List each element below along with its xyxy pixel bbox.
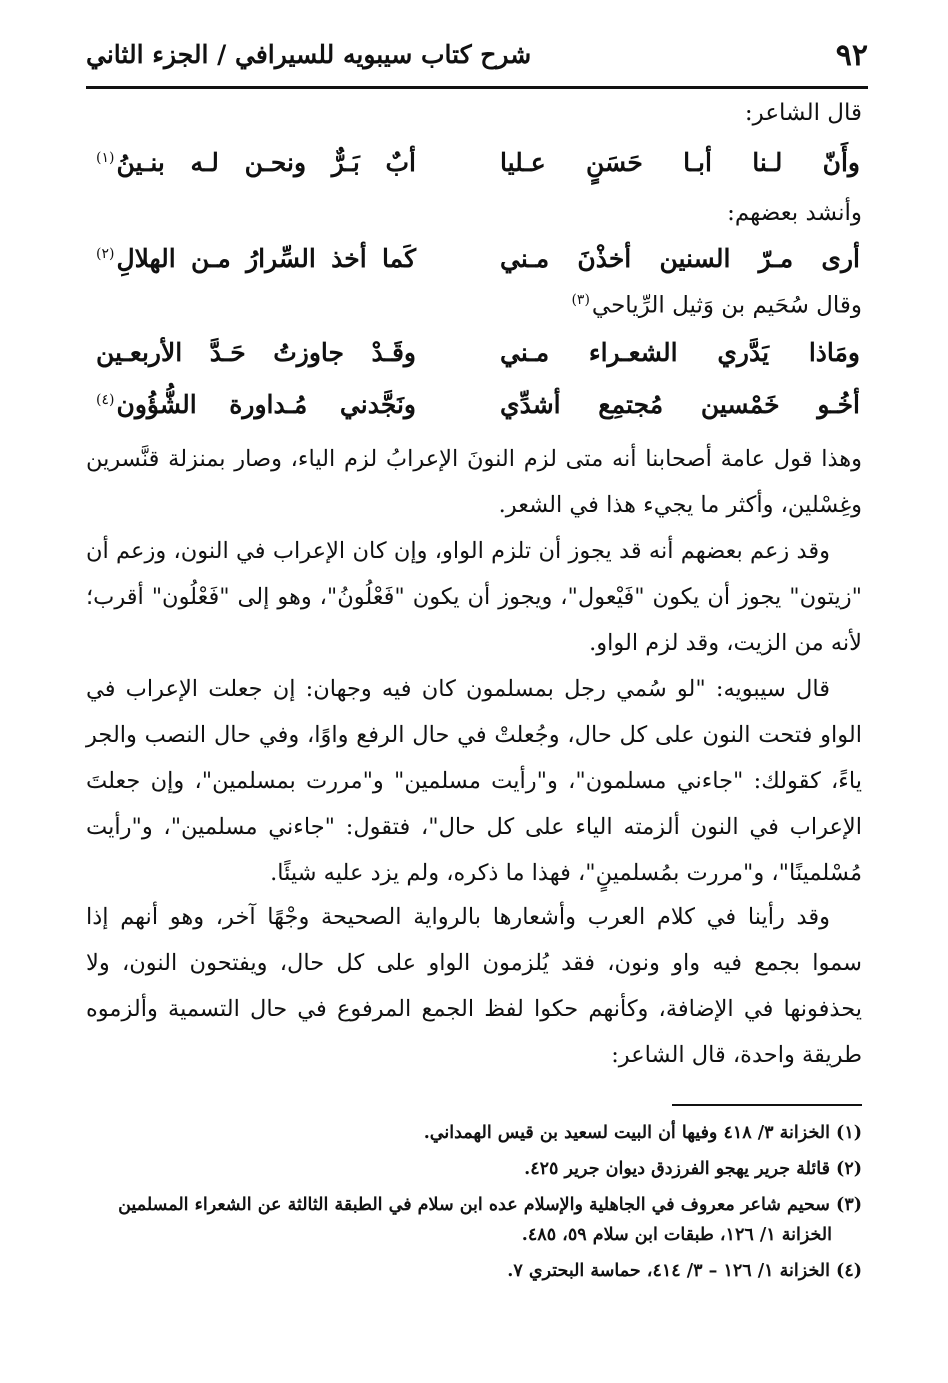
paragraph-4: وقد رأينا في كلام العرب وأشعارها بالرواية الصحيحة وجْهًا آخر، وهو أنهم إذا سموا بجمع فيه واو ونون، فقد يُلزمون الواو على كل حال، ويفتحون النون، ولا يحذفونها في الإضافة، وكأنهم حكوا لفظ الجمع المرفوع في حال التسمية وألزموه طريقة واحدة، قال الشاعر:	[86, 904, 863, 1068]
verse-line-2	[88, 244, 860, 290]
footnote-4: (٤) الخزانة ١/ ١٢٦ – ٣/ ٤١٤، حماسة البحتري ٧.	[507, 1261, 862, 1281]
footnote-ref-3: (٣)	[571, 292, 590, 308]
verse-line-3	[88, 338, 860, 384]
footnote-3-text: (٣) سحيم شاعر معروف في الجاهلية والإسلام عده ابن سلام في الطبقة الثالثة عن الشعراء المسلمين	[118, 1195, 862, 1215]
paragraph-1: وهذا قول عامة أصحابنا أنه متى لزم النونَ الإعرابُ لزم الياء، وصار بمنزلة قنَّسرين وغِسْلين، وأكثر ما يجيء هذا في الشعر.	[86, 446, 862, 518]
verse-line-4	[88, 390, 860, 436]
header-rule	[86, 86, 868, 89]
verse-2-second-text: كَما أخذ السِّرارُ مـن الهلالِ	[116, 244, 416, 273]
verse-2-first-hemistich: أرى مـرّ السنين أخذْنَ مـني	[500, 244, 860, 273]
verse-intro-1: قال الشاعر:	[744, 100, 862, 126]
footnote-separator	[672, 1104, 862, 1106]
verse-2-second-hemistich	[96, 244, 416, 273]
verse-intro-3	[571, 292, 862, 319]
footnote-1: (١) الخزانة ٣/ ٤١٨ وفيها أن البيت لسعيد بن قيس الهمداني.	[423, 1123, 862, 1143]
paragraph-2: وقد زعم بعضهم أنه قد يجوز أن تلزم الواو، وإن كان الإعراب في النون، وزعم أن "زيتون" يجوز أن يكون "فَيْعول"، ويجوز أن يكون "فَعْلُونُ"، وهو إلى "فَعْلُون" أقرب؛ لأنه من الزيت، وقد لزم الواو.	[86, 538, 862, 656]
footnote-ref-4: (٤)	[96, 391, 115, 408]
verse-1-first-hemistich: وأَنّ لـنا أبـا حَسَنٍ عـليا	[500, 148, 860, 177]
paragraph-3: قال سيبويه: "لو سُمي رجل بمسلمون كان فيه وجهان: إن جعلت الإعراب في الواو فتحت النون على كل حال، وجُعلتْ في حال الرفع واوًا، وفي حال النصب والجر ياءً، كقولك: "جاءني مسلمون"، و"رأيت مسلمين" و"مررت بمسلمين"، وإن جعلتَ الإعراب في النون ألزمته الياء على كل حال"، فتقول: "جاءني مسلمين"، و"رأيت مُسْلمينًا"، و"مررت بمُسلمينٍ"، فهذا ما ذكره، ولم يزد عليه شيئًا.	[86, 676, 862, 886]
footnote-3-continuation: الخزانة ١/ ١٢٦، طبقات ابن سلام ٥٩، ٤٨٥.	[521, 1225, 832, 1245]
footnote-ref-2: (٢)	[96, 245, 115, 262]
verse-intro-3-text: وقال سُحَيم بن وَثيل الرِّياحي	[591, 292, 862, 319]
verse-1-second-text: أبٌ بَـرٌّ ونحـن لـه بنـينُ	[116, 148, 416, 177]
verse-1-second-hemistich	[96, 148, 416, 177]
page-header	[86, 30, 868, 78]
verse-4-second-text: ونَجَّدني مُـداورة الشُّؤُون	[116, 390, 416, 419]
verse-3-second-hemistich: وقَـدْ جاوزتُ حَـدَّ الأربعـين	[96, 338, 416, 367]
footnotes	[86, 1118, 862, 1292]
verse-3-first-hemistich: ومَاذا يَدَّري الشعـراء مـني	[500, 338, 860, 367]
verse-4-first-hemistich: أخُـو خَمْسين مُجتمِع أشدِّي	[500, 390, 860, 419]
footnote-2: (٢) قائلة جرير يهجو الفرزدق ديوان جرير ٤٢٥.	[524, 1159, 862, 1179]
footnote-3	[86, 1190, 862, 1220]
page-number: ٩٢	[835, 38, 868, 73]
verse-4-second-hemistich	[96, 390, 416, 419]
verse-intro-2: وأنشد بعضهم:	[727, 200, 862, 226]
running-title: شرح كتاب سيبويه للسيرافي / الجزء الثاني	[86, 40, 532, 69]
footnote-ref-1: (١)	[96, 149, 115, 166]
verse-line-1	[88, 148, 860, 194]
